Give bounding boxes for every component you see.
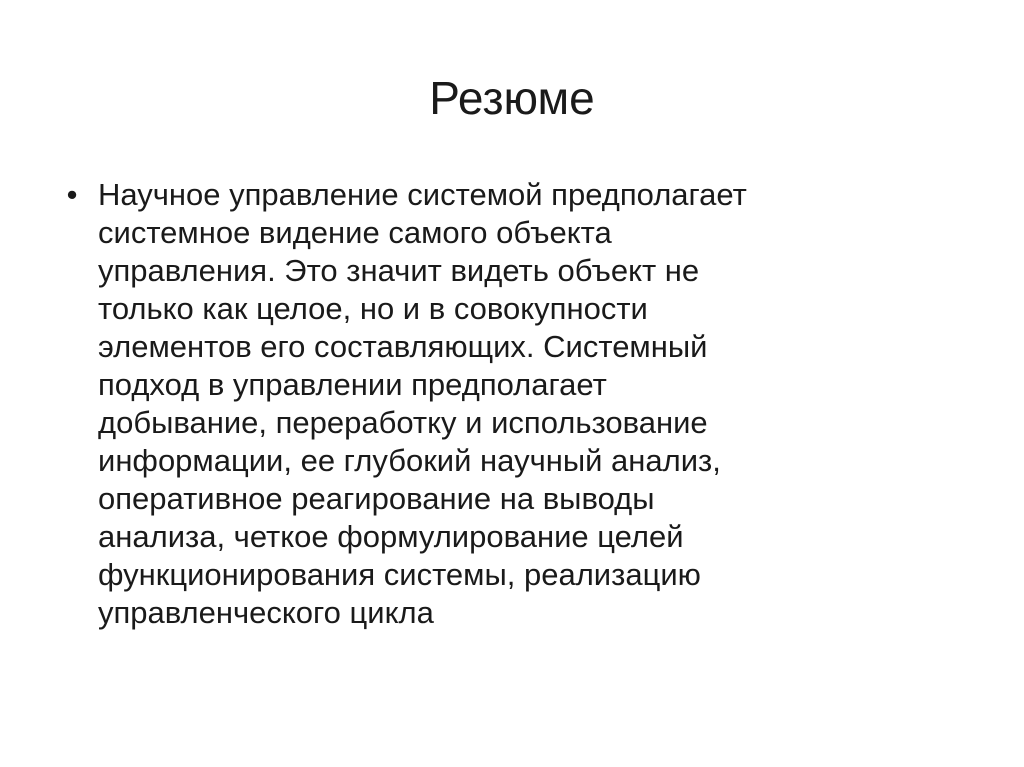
bullet-text-line: только как целое, но и в совокупности — [98, 291, 648, 326]
bullet-item — [60, 176, 940, 632]
bullet-text-line: Научное управление системой предполагает — [98, 177, 747, 212]
bullet-text-line: анализа, четкое формулирование целей — [98, 519, 684, 554]
slide-title: Резюме — [429, 72, 595, 124]
bullet-text-line: управленческого цикла — [98, 595, 434, 630]
bullet-text-line: элементов его составляющих. Системный — [98, 329, 708, 364]
bullet-icon: • — [66, 177, 78, 212]
bullet-text-line: информации, ее глубокий научный анализ, — [98, 443, 721, 478]
bullet-text-line: системное видение самого объекта — [98, 215, 612, 250]
bullet-text-line: оперативное реагирование на выводы — [98, 481, 655, 516]
bullet-list — [60, 176, 940, 632]
bullet-text-line: подход в управлении предполагает — [98, 367, 607, 402]
bullet-text-line: управления. Это значит видеть объект не — [98, 253, 700, 288]
bullet-text-line: добывание, переработку и использование — [98, 405, 708, 440]
bullet-text-line: функционирования системы, реализацию — [98, 557, 701, 592]
